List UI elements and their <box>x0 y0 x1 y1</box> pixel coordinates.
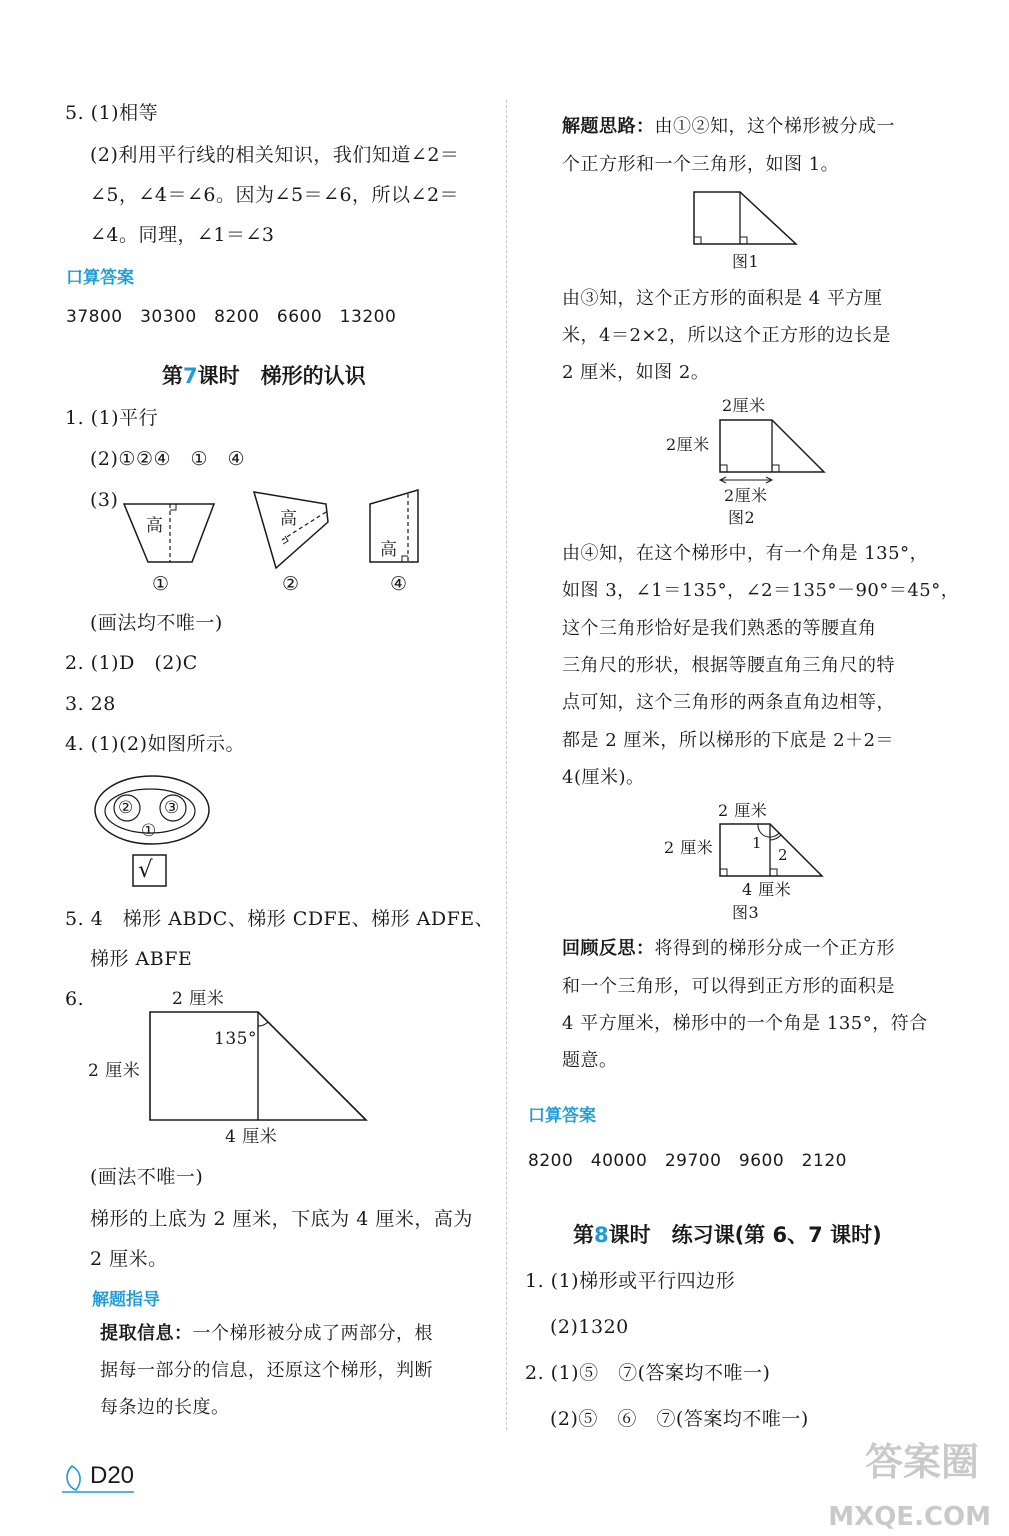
q1-note: (画法均不唯一) <box>90 612 223 634</box>
trapezoid-2-caption: ② <box>282 573 300 595</box>
oral-answers-heading: 口算答案 <box>66 268 134 288</box>
think-line1-text: 由①②知，这个梯形被分成一 <box>654 116 895 137</box>
q5b-line1: 5. 4 梯形 ABDC、梯形 CDFE、梯形 ADFE、 <box>65 908 495 930</box>
lesson-7-prefix: 第 <box>162 364 183 388</box>
q6-bottom-label: 4 厘米 <box>225 1127 278 1147</box>
guide-line3: 每条边的长度。 <box>100 1397 230 1418</box>
guide-line1-text: 一个梯形被分成了两部分，根 <box>192 1323 433 1344</box>
fig2-bottom-label: 2厘米 <box>724 486 768 505</box>
lesson-8-suffix: 课时 练习课(第 6、7 课时) <box>608 1223 882 1247</box>
think-key: 解题思路： <box>562 116 655 137</box>
trapezoid-1-height-label: 高 <box>146 516 164 536</box>
q5-line3: ∠5，∠4＝∠6。因为∠5＝∠6，所以∠2＝ <box>90 184 460 206</box>
p3-line1: 由④知，在这个梯形中，有一个角是 135°， <box>562 543 929 564</box>
p3-line4: 三角尺的形状，根据等腰直角三角尺的特 <box>562 655 895 676</box>
fig3-top-label: 2 厘米 <box>718 801 768 820</box>
r1-line2: (2)1320 <box>550 1316 629 1338</box>
p3-line6: 都是 2 厘米，所以梯形的下底是 2＋2＝ <box>562 730 895 751</box>
oral-answers-values-2: 8200 40000 29700 9600 2120 <box>528 1151 847 1171</box>
trapezoid-4-height-label: 高 <box>380 540 398 560</box>
q5b-line2: 梯形 ABFE <box>90 948 193 970</box>
fig2-side-label: 2厘米 <box>666 435 710 454</box>
q5-line4: ∠4。同理，∠1＝∠3 <box>90 224 275 246</box>
lesson-8-number: 8 <box>594 1223 609 1247</box>
oral-answers-values: 37800 30300 8200 6600 13200 <box>66 307 397 327</box>
q4-text: 4. (1)(2)如图所示。 <box>65 733 245 755</box>
fig3-angle-1-label: 1 <box>752 834 763 852</box>
watermark-url: MXQE.COM <box>828 1502 991 1532</box>
review-line2: 和一个三角形，可以得到正方形的面积是 <box>562 976 895 997</box>
q5-line2: (2)利用平行线的相关知识，我们知道∠2＝ <box>90 144 460 166</box>
p3-line5: 点可知，这个三角形的两条直角边相等， <box>562 692 895 713</box>
q6-top-label: 2 厘米 <box>172 989 225 1009</box>
p3-line2: 如图 3，∠1＝135°，∠2＝135°－90°＝45°， <box>562 580 960 601</box>
p2-line3: 2 厘米，如图 2。 <box>562 362 710 383</box>
venn-label-3: ③ <box>164 798 180 818</box>
q6-angle-label: 135° <box>214 1029 257 1049</box>
p3-line7: 4(厘米)。 <box>562 767 645 788</box>
p3-line3: 这个三角形恰好是我们熟悉的等腰直角 <box>562 618 877 639</box>
fig3-bottom-label: 4 厘米 <box>742 880 792 899</box>
fig2-top-label: 2厘米 <box>722 396 766 415</box>
check-mark: √ <box>138 857 154 883</box>
review-line4: 题意。 <box>562 1050 618 1071</box>
figure-1-caption: 图1 <box>732 252 760 271</box>
q1-line3-prefix: (3) <box>90 489 119 511</box>
q6-answer-line2: 2 厘米。 <box>90 1248 168 1270</box>
q3-answer: 3. 28 <box>65 693 116 715</box>
lesson-7-number: 7 <box>183 364 198 388</box>
q6-answer-line1: 梯形的上底为 2 厘米，下底为 4 厘米，高为 <box>90 1208 473 1230</box>
q2-answer: 2. (1)D (2)C <box>65 652 198 674</box>
figure-2-caption: 图2 <box>728 508 756 527</box>
guide-line2: 据每一部分的信息，还原这个梯形，判断 <box>100 1360 433 1381</box>
venn-label-1: ① <box>141 821 157 841</box>
p2-line2: 米，4＝2×2，所以这个正方形的边长是 <box>562 325 891 346</box>
q1-line2: (2)①②④ ① ④ <box>90 448 246 470</box>
guide-heading: 解题指导 <box>92 1290 160 1310</box>
r1-line1: 1. (1)梯形或平行四边形 <box>525 1270 736 1292</box>
lesson-7-suffix: 课时 梯形的认识 <box>197 364 366 388</box>
fig3-side-label: 2 厘米 <box>664 838 714 857</box>
leaf-icon <box>67 1466 80 1490</box>
q1-line1: 1. (1)平行 <box>65 407 159 429</box>
q6-note: (画法不唯一) <box>90 1166 204 1188</box>
q6-number: 6. <box>65 988 85 1010</box>
figure-3-caption: 图3 <box>732 903 760 922</box>
q5-line1: 5. (1)相等 <box>65 102 159 124</box>
review-key: 回顾反思： <box>562 938 655 959</box>
guide-key: 提取信息： <box>100 1323 193 1344</box>
review-line3: 4 平方厘米，梯形中的一个角是 135°，符合 <box>562 1013 928 1034</box>
trapezoid-4-caption: ④ <box>390 573 408 595</box>
oral-answers-heading-2: 口算答案 <box>528 1106 596 1126</box>
trapezoid-1-caption: ① <box>152 573 170 595</box>
r2-line2: (2)⑤ ⑥ ⑦(答案均不唯一) <box>550 1408 809 1430</box>
lesson-8-prefix: 第 <box>573 1223 594 1247</box>
fig3-angle-2-label: 2 <box>778 846 789 864</box>
r2-line1: 2. (1)⑤ ⑦(答案均不唯一) <box>525 1362 771 1384</box>
think-line2: 个正方形和一个三角形，如图 1。 <box>562 154 840 175</box>
q6-side-label: 2 厘米 <box>88 1061 141 1081</box>
p2-line1: 由③知，这个正方形的面积是 4 平方厘 <box>562 288 883 309</box>
venn-label-2: ② <box>118 798 134 818</box>
review-line1-text: 将得到的梯形分成一个正方形 <box>654 938 895 959</box>
trapezoid-2-height-label: 高 <box>280 509 298 529</box>
watermark-logo: 答案圈 <box>864 1440 979 1484</box>
page-number: D20 <box>90 1462 135 1489</box>
